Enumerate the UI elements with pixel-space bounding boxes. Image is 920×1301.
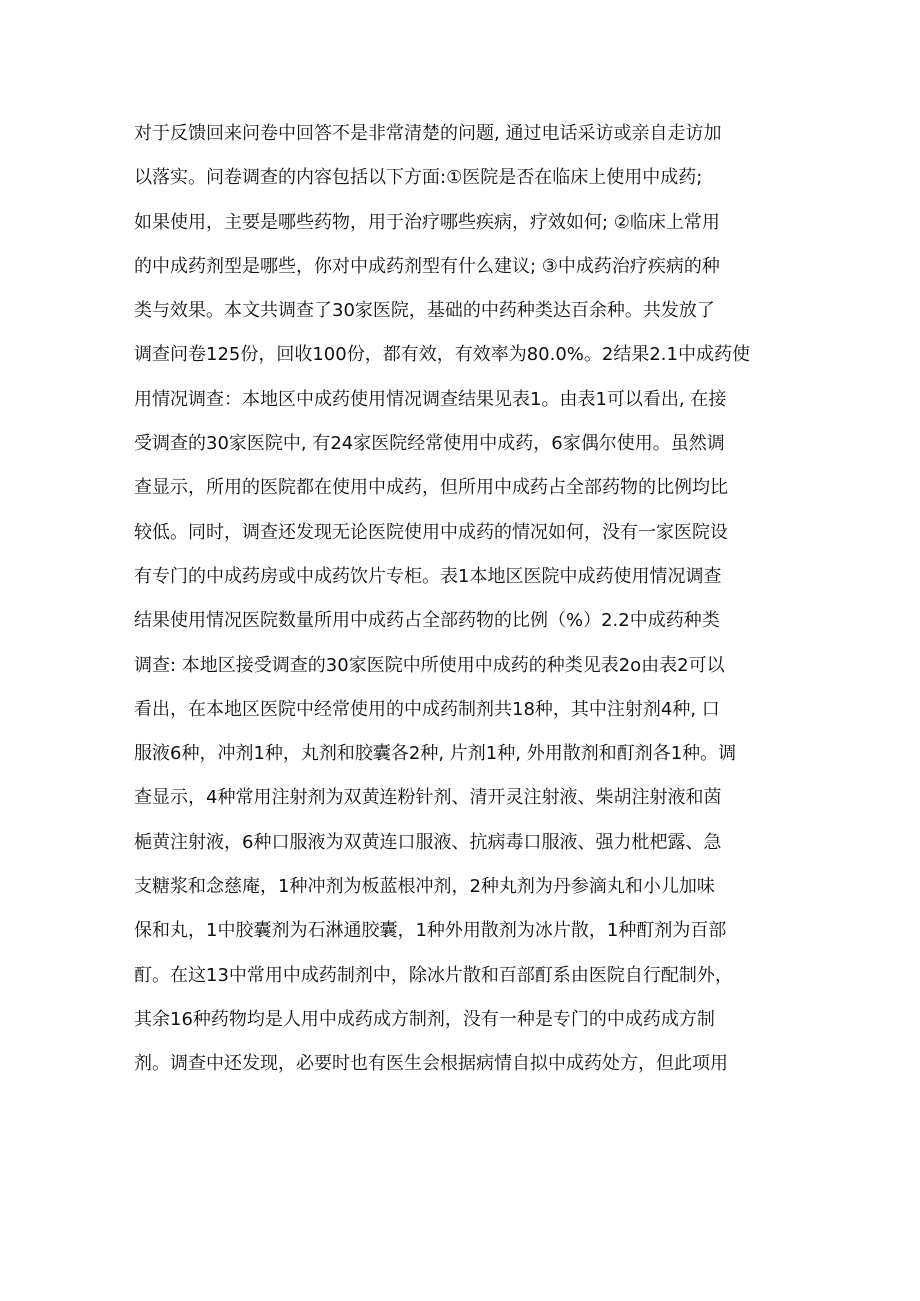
text-line: 调查问卷125份，回收100份，都有效，有效率为80.0%。2结果2.1中成药使 [134,344,750,366]
text-line: 看出，在本地区医院中经常使用的中成药制剂共18种，其中注射剂4种, 口 [134,698,720,720]
text-line: 查显示，4种常用注射剂为双黄连粉针剂、清开灵注射液、柴胡注射液和茵 [134,787,722,809]
body-paragraph [134,112,794,1087]
text-line: 支糖浆和念慈庵，1种冲剂为板蓝根冲剂，2种丸剂为丹参滴丸和小儿加味 [134,876,715,898]
text-line: 类与效果。本文共调查了30家医院，基础的中药种类达百余种。共发放了 [134,300,715,322]
text-line: 服液6种，冲剂1种，丸剂和胶囊各2种, 片剂1种, 外用散剂和酊剂各1种。调 [134,743,737,765]
text-line: 查显示，所用的医院都在使用中成药，但所用中成药占全部药物的比例均比 [134,477,728,499]
text-line: 其余16种药物均是人用中成药成方制剂，没有一种是专门的中成药成方制 [134,1008,715,1030]
text-line: 剂。调查中还发现，必要时也有医生会根据病情自拟中成药处方，但此项用 [134,1053,728,1075]
text-line: 如果使用，主要是哪些药物，用于治疗哪些疾病，疗效如何; ②临床上常用 [134,211,720,233]
text-line: 梔黄注射液，6种口服液为双黄连口服液、抗病毒口服液、强力枇杷露、急 [134,831,722,853]
text-line: 以落实。问卷调查的内容包括以下方面:①医院是否在临床上使用中成药; [134,167,703,189]
text-line: 结果使用情况医院数量所用中成药占全部药物的比例（%）2.2中成药种类 [134,610,720,632]
text-line: 较低。同时，调查还发现无论医院使用中成药的情况如何，没有一家医院设 [134,521,728,543]
text-line: 酊。在这13中常用中成药制剂中，除冰片散和百部酊系由医院自行配制外， [134,964,733,986]
text-line: 用情况调查：本地区中成药使用情况调查结果见表1。由表1可以看出, 在接 [134,388,727,410]
text-line: 保和丸，1中胶囊剂为石淋通胶囊，1种外用散剂为冰片散，1种酊剂为百部 [134,920,727,942]
text-line: 的中成药剂型是哪些，你对中成药剂型有什么建议; ③中成药治疗疾病的种 [134,255,720,277]
text-line: 调查: 本地区接受调查的30家医院中所使用中成药的种类见表2o由表2可以 [134,654,725,676]
text-line: 对于反馈回来问卷中回答不是非常清楚的问题, 通过电话采访或亲自走访加 [134,123,722,144]
text-line: 受调查的30家医院中, 有24家医院经常使用中成药，6家偶尔使用。虽然调 [134,433,725,455]
text-line: 有专门的中成药房或中成药饮片专柜。表1本地区医院中成药使用情况调查 [134,565,722,587]
